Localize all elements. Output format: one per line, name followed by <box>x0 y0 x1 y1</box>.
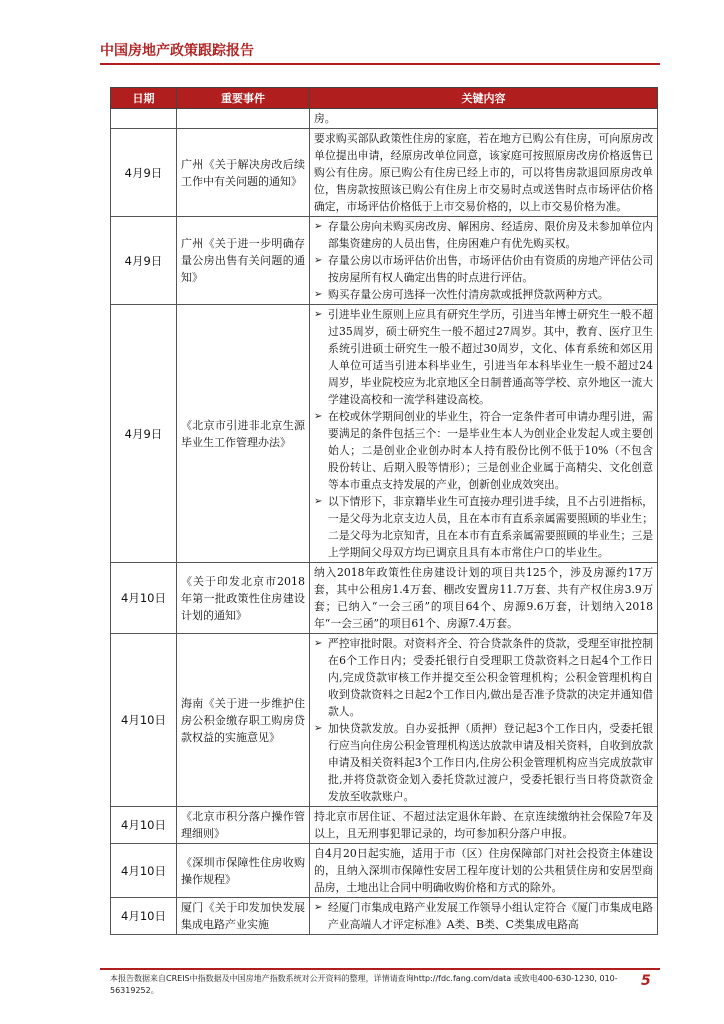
row-event <box>177 109 310 129</box>
row-date: 4月10日 <box>111 634 177 807</box>
column-header-event: 重要事件 <box>177 88 310 109</box>
bullet-item: ➢ 在校或休学期间创业的毕业生，符合一定条件者可申请办理引进，需要满足的条件包括三个：一是毕业生本人为创业企业发起人或主要创始人；二是创业企业创办时本人持有股份比例不低于10%（不包含股份转让、后期入股等情形）；三是创业企业属于高精尖、文化创意等本市重点支持发展的产业，创新创业成效突出。 <box>314 408 653 493</box>
table-header-row <box>111 88 658 109</box>
column-header-date: 日期 <box>111 88 177 109</box>
bullet-item: ➢ 经厦门市集成电路产业发展工作领导小组认定符合《厦门市集成电路产业高端人才评定标准》A类、B类、C类集成电路高 <box>314 899 653 933</box>
table-row <box>111 129 658 217</box>
table-row <box>111 807 658 844</box>
footer-divider <box>100 968 660 970</box>
policy-table <box>110 87 658 935</box>
bullet-item: ➢ 引进毕业生原则上应具有研究生学历，引进当年博士研究生一般不超过35周岁，硕士研究生一般不超过27周岁。其中，教育、医疗卫生系统引进硕士研究生一般不超过30周岁，文化、体育系统和郊区用人单位可适当引进本科毕业生，引进当年本科毕业生一般不超过24周岁，毕业院校应为北京地区全日制普通高等学校、京外地区一流大学建设高校和一流学科建设高校。 <box>314 306 653 408</box>
bullet-item: ➢ 存量公房向未购买房改房、解困房、经适房、限价房及未参加单位内部集资建房的人员出售，住房困难户有优先购买权。 <box>314 218 653 252</box>
row-content: 房。 <box>310 109 658 129</box>
row-event: 《深圳市保障性住房收购操作规程》 <box>177 844 310 898</box>
row-event: 广州《关于解决房改后续工作中有关问题的通知》 <box>177 129 310 217</box>
table-row <box>111 844 658 898</box>
row-content: 自4月20日起实施，适用于市（区）住房保障部门对社会投资主体建设的，且纳入深圳市保障性安居工程年度计划的公共租赁住房和安居型商品房，土地出让合同中明确收购价格和方式的除外。 <box>310 844 658 898</box>
row-content: 要求购买部队政策性住房的家庭，若在地方已购公有住房，可向原房改单位提出申请，经原房改单位同意，该家庭可按照原房改房价格返售已购公有住房。原已购公有住房已经上市的，可以将售房款退回原房改单位，售房款按照该已购公有住房上市交易时点或送售时点市场评估价格确定，市场评估价格低于上市交易价格的，以上市交易价格为准。 <box>310 129 658 217</box>
row-event: 《北京市引进非北京生源毕业生工作管理办法》 <box>177 305 310 563</box>
row-date: 4月10日 <box>111 844 177 898</box>
row-date: 4月9日 <box>111 217 177 305</box>
table-row <box>111 898 658 935</box>
header-divider <box>100 63 660 65</box>
row-date: 4月10日 <box>111 807 177 844</box>
row-event: 《北京市积分落户操作管理细则》 <box>177 807 310 844</box>
row-date <box>111 109 177 129</box>
row-date: 4月10日 <box>111 898 177 935</box>
row-event: 广州《关于进一步明确存量公房出售有关问题的通知》 <box>177 217 310 305</box>
column-header-content: 关键内容 <box>310 88 658 109</box>
bullet-item: ➢ 购买存量公房可选择一次性付清房款或抵押贷款两种方式。 <box>314 286 653 303</box>
row-event: 海南《关于进一步维护住房公积金缴存职工购房贷款权益的实施意见》 <box>177 634 310 807</box>
bullet-item: ➢ 存量公房以市场评估价出售，市场评估价由有资质的房地产评估公司按房屋所有权人确定出售的时点进行评估。 <box>314 252 653 286</box>
row-date: 4月9日 <box>111 129 177 217</box>
row-content: 持北京市居住证、不超过法定退休年龄、在京连续缴纳社会保险7年及以上，且无刑事犯罪记录的，均可参加积分落户申报。 <box>310 807 658 844</box>
page-number: 5 <box>641 973 651 989</box>
footer-source-note: 本报告数据来自CREIS中指数据及中国房地产指数系统对公开资料的整理，详情请查询http://fdc.fang.com/data 或致电400-630-1230, 010-56319252。 <box>110 974 618 995</box>
row-content <box>310 305 658 563</box>
table-row <box>111 634 658 807</box>
table-row <box>111 305 658 563</box>
table-row <box>111 217 658 305</box>
bullet-item: ➢ 以下情形下，非京籍毕业生可直接办理引进手续，且不占引进指标，一是父母为北京支边人员，且在本市有直系亲属需要照顾的毕业生；二是父母为北京知青，且在本市有直系亲属需要照顾的毕业生；三是上学期间父母双方均已调京且具有本市常住户口的毕业生。 <box>314 493 653 561</box>
row-event: 《关于印发北京市2018年第一批政策性住房建设计划的通知》 <box>177 563 310 634</box>
row-content <box>310 634 658 807</box>
row-event: 厦门《关于印发加快发展集成电路产业实施 <box>177 898 310 935</box>
bullet-item: ➢ 加快贷款发放。自办妥抵押（质押）登记起3个工作日内，受委托银行应当向住房公积金管理机构送达放款申请及相关资料，自收到放款申请及相关资料起3个工作日内,住房公积金管理机构应当完成放款审批,并将贷款资金划入委托贷款过渡户，受委托银行当日将贷款资金发放至收款账户。 <box>314 720 653 805</box>
report-header-title: 中国房地产政策跟踪报告 <box>100 43 254 59</box>
table-row <box>111 109 658 129</box>
row-content: 纳入2018年政策性住房建设计划的项目共125个，涉及房源约17万套，其中公租房1.4万套、棚改安置房11.7万套、共有产权住房3.9万套；已纳入“一会三函”的项目64个、房源9.6万套，计划纳入2018年“一会三函”的项目61个、房源7.4万套。 <box>310 563 658 634</box>
table-row <box>111 563 658 634</box>
row-content <box>310 217 658 305</box>
row-date: 4月9日 <box>111 305 177 563</box>
bullet-item: ➢ 严控审批时限。对资料齐全、符合贷款条件的贷款，受理至审批控制在6个工作日内；受委托银行自受理职工贷款资料之日起4个工作日内,完成贷款审核工作并提交至公积金管理机构；公积金管理机构自收到贷款资料之日起2个工作日内,做出是否准予贷款的决定并通知借款人。 <box>314 635 653 720</box>
row-content <box>310 898 658 935</box>
row-date: 4月10日 <box>111 563 177 634</box>
